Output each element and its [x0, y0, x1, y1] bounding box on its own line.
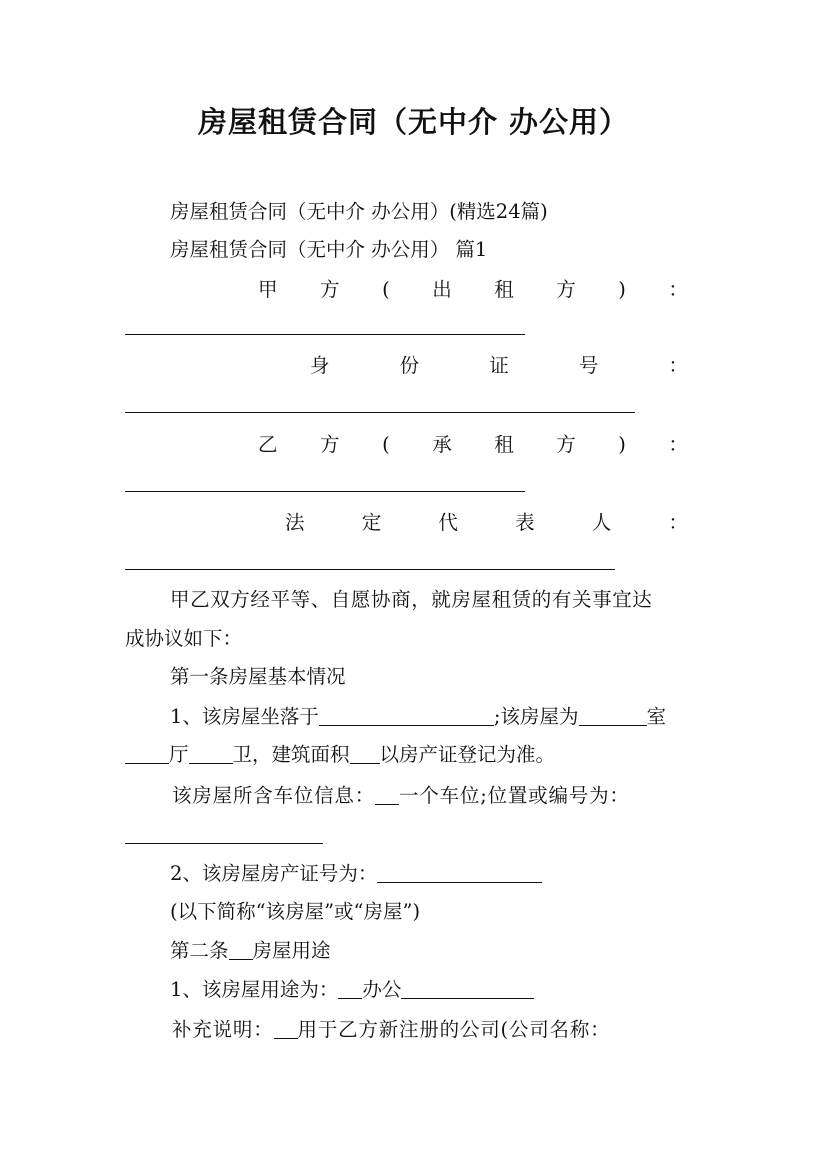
location-blank [319, 707, 494, 726]
legal-representative-label [285, 513, 688, 533]
document-title: 房屋租赁合同（无中介 办公用） [197, 105, 630, 139]
supplement-blank [274, 1020, 298, 1039]
rooms-unit: 室 [646, 705, 667, 728]
item-1-location-label: 1、该房屋坐落于 [170, 705, 319, 728]
halls-blank [125, 745, 169, 764]
id-number-chars-char: ： [668, 354, 688, 377]
halls-unit: 厅 [169, 743, 189, 766]
item-2-certificate [170, 864, 542, 884]
party-a-chars-char: 方 [556, 278, 576, 301]
party-b-label [258, 435, 688, 455]
party-a-blank [125, 334, 525, 335]
parking-line [172, 786, 630, 806]
id-number-chars-char: 证 [489, 354, 509, 377]
party-a-chars-char: 出 [432, 278, 452, 301]
legal-rep-chars-char: ： [668, 511, 688, 534]
legal-representative-blank [125, 569, 615, 570]
id-number-chars-char: 身 [310, 354, 330, 377]
party-a-chars-char: 甲 [258, 278, 278, 301]
supplement-value: 用于乙方新注册的公司(公司名称： [297, 1018, 611, 1041]
parking-number-blank [125, 843, 323, 844]
legal-rep-chars-char: 定 [361, 511, 382, 534]
item-1-location [170, 707, 666, 727]
baths-blank [189, 745, 233, 764]
document-subtitle: 房屋租赁合同（无中介 办公用）(精选24篇) [170, 200, 548, 223]
article-2-heading: 第二条 房屋用途 [170, 939, 331, 962]
rooms-blank [579, 707, 647, 726]
party-b-chars-char: ( [382, 433, 390, 456]
legal-rep-chars-char: 法 [285, 511, 305, 534]
parking-blank [375, 786, 399, 805]
party-b-chars-char: 租 [494, 433, 514, 456]
usage-blank-pre [338, 980, 362, 999]
certificate-blank [377, 864, 542, 883]
intro-paragraph-line2: 成协议如下： [125, 627, 243, 650]
party-b-chars-char: 方 [320, 433, 340, 456]
party-a-chars-char: 租 [494, 278, 514, 301]
party-b-blank [125, 491, 525, 492]
party-b-chars-char: 方 [556, 433, 576, 456]
legal-rep-chars-char: 表 [515, 511, 535, 534]
party-a-label [258, 280, 688, 300]
party-b-chars-char: ) [618, 433, 626, 456]
usage-blank-post [401, 980, 534, 999]
party-b-chars-char: 乙 [258, 433, 278, 456]
legal-rep-chars-char: 代 [438, 511, 458, 534]
usage-value: 办公 [362, 978, 402, 1001]
party-a-chars-char: ) [618, 278, 626, 301]
party-a-chars-char: 方 [320, 278, 340, 301]
id-number-chars-char: 号 [578, 354, 599, 377]
section-heading: 房屋租赁合同（无中介 办公用） 篇1 [170, 238, 488, 261]
supplement-label: 补充说明： [172, 1018, 274, 1041]
usage-label: 1、该房屋用途为： [170, 978, 339, 1001]
party-a-chars-char: ( [382, 278, 390, 301]
item-1-layout [125, 745, 555, 765]
parking-label: 该房屋所含车位信息： [172, 784, 376, 807]
article-2-blank [229, 941, 253, 960]
id-number-label [310, 356, 688, 376]
baths-unit: 卫，建筑面积 [232, 743, 350, 766]
parking-value: 一个车位;位置或编号为： [399, 784, 630, 807]
legal-rep-chars-char: 人 [591, 511, 612, 534]
id-number-blank [125, 412, 635, 413]
party-b-chars-char: 承 [432, 433, 452, 456]
supplement-line [172, 1020, 610, 1040]
item-1-rooms-label: ;该房屋为 [493, 705, 579, 728]
id-number-chars-char: 份 [399, 354, 420, 377]
article-1-heading: 第一条房屋基本情况 [170, 665, 346, 688]
area-blank [350, 745, 380, 764]
party-a-chars-char: ： [668, 278, 688, 301]
intro-paragraph-line1: 甲乙双方经平等、自愿协商，就房屋租赁的有关事宜达 [170, 588, 653, 611]
area-note: 以房产证登记为准。 [379, 743, 556, 766]
abbreviation-note: (以下简称“该房屋”或“房屋”) [170, 900, 421, 923]
certificate-label: 2、该房屋房产证号为： [170, 862, 378, 885]
usage-line [170, 980, 534, 1000]
party-b-chars-char: ： [668, 433, 688, 456]
